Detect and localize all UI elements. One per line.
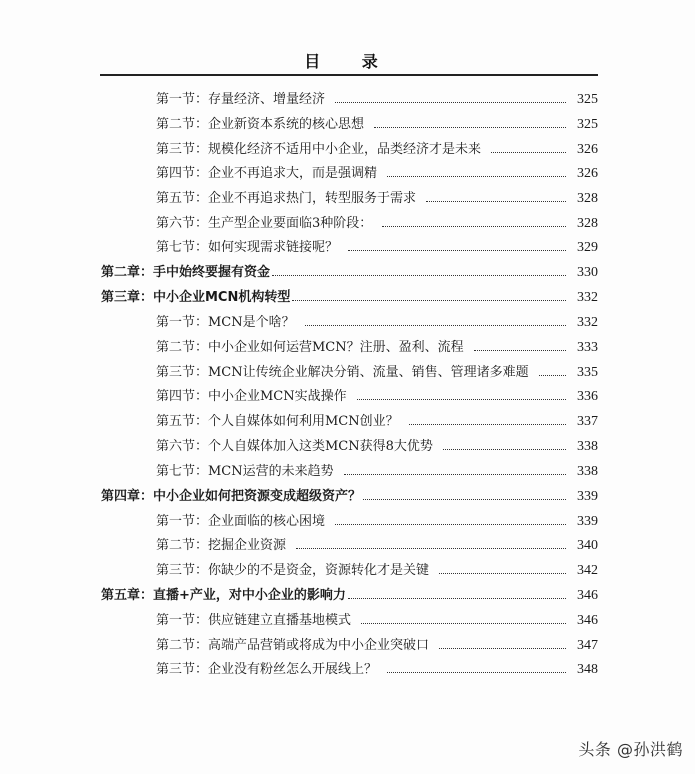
toc-entry-title: 第三节：规模化经济不适用中小企业，品类经济才是未来: [156, 142, 482, 157]
toc-entry-title: 第四节：企业不再追求大，而是强调精: [156, 166, 378, 181]
toc-entry-title: 第一节：供应链建立直播基地模式: [156, 613, 352, 628]
toc-entry-title: 第六节：生产型企业要面临3种阶段：: [156, 216, 373, 231]
dot-leader: [539, 362, 566, 384]
toc-page-number: 335: [577, 365, 598, 380]
toc-page-number: 340: [577, 538, 598, 553]
dot-leader: [357, 386, 566, 408]
toc-page-number: 339: [577, 514, 598, 529]
dot-leader: [387, 163, 566, 185]
toc-section-entry: [156, 610, 598, 632]
toc-chapter-entry: [101, 486, 598, 508]
toc-entry-title: 第四节：中小企业MCN实战操作: [156, 389, 347, 404]
toc-page-number: 332: [577, 290, 598, 305]
toc-section-entry: [156, 560, 598, 582]
dot-leader: [292, 287, 566, 309]
toc-section-entry: [156, 436, 598, 458]
dot-leader: [305, 312, 566, 334]
toc-section-entry: [156, 213, 598, 235]
dot-leader: [348, 585, 566, 607]
toc-page-number: 332: [577, 315, 598, 330]
toc-entry-title: 第三章：中小企业MCN机构转型: [101, 290, 291, 305]
toc-entry-title: 第二章：手中始终要握有资金: [101, 265, 271, 280]
dot-leader: [361, 610, 566, 632]
dot-leader: [335, 89, 566, 111]
toc-page-number: 328: [577, 191, 598, 206]
toc-page-number: 326: [577, 166, 598, 181]
toc-entry-title: 第六节：个人自媒体加入这类MCN获得8大优势: [156, 439, 433, 454]
dot-leader: [443, 436, 566, 458]
toc-page-number: 329: [577, 240, 598, 255]
dot-leader: [439, 635, 566, 657]
toc-entry-title: 第三节：MCN让传统企业解决分销、流量、销售、管理诸多难题: [156, 365, 529, 380]
toc-page-number: 328: [577, 216, 598, 231]
toc-page-number: 338: [577, 439, 598, 454]
toc-entry-title: 第五章：直播+产业，对中小企业的影响力: [101, 588, 346, 603]
toc-section-entry: [156, 188, 598, 210]
toc-chapter-entry: [101, 585, 598, 607]
toc-section-entry: [156, 89, 598, 111]
toc-page-number: 347: [577, 638, 598, 653]
toc-page-number: 336: [577, 389, 598, 404]
toc-chapter-entry: [101, 262, 598, 284]
dot-leader: [348, 237, 566, 259]
toc-page-number: 325: [577, 117, 598, 132]
toc-entry-title: 第二节：企业新资本系统的核心思想: [156, 117, 365, 132]
toc-page-number: 325: [577, 92, 598, 107]
toc-entry-title: 第一节：存量经济、增量经济: [156, 92, 326, 107]
toc-entry-title: 第七节：如何实现需求链接呢？: [156, 240, 339, 255]
toc-section-entry: [156, 635, 598, 657]
page-title: 目 录: [304, 52, 396, 71]
dot-leader: [474, 337, 566, 359]
dot-leader: [296, 535, 566, 557]
dot-leader: [426, 188, 566, 210]
toc-section-entry: [156, 139, 598, 161]
watermark: 头条 @孙洪鹤: [578, 740, 683, 759]
toc-entry-title: 第七节：MCN运营的未来趋势: [156, 464, 334, 479]
toc-section-entry: [156, 237, 598, 259]
toc-page-number: 326: [577, 142, 598, 157]
title-divider: [100, 74, 598, 76]
dot-leader: [344, 461, 566, 483]
toc-page-number: 348: [577, 662, 598, 677]
toc-page-number: 333: [577, 340, 598, 355]
toc-section-entry: [156, 114, 598, 136]
toc-section-entry: [156, 461, 598, 483]
toc-section-entry: [156, 511, 598, 533]
toc-entry-title: 第一节：企业面临的核心困境: [156, 514, 326, 529]
toc-chapter-entry: [101, 287, 598, 309]
toc-entry-title: 第二节：挖掘企业资源: [156, 538, 287, 553]
toc-page-number: 346: [577, 588, 598, 603]
toc-entry-title: 第五节：企业不再追求热门，转型服务于需求: [156, 191, 417, 206]
dot-leader: [409, 411, 566, 433]
toc-section-entry: [156, 411, 598, 433]
dot-leader: [335, 511, 566, 533]
toc-entry-title: 第一节：MCN是个啥？: [156, 315, 295, 330]
toc-section-entry: [156, 659, 598, 681]
toc-page-number: 339: [577, 489, 598, 504]
toc-page-number: 330: [577, 265, 598, 280]
toc-section-entry: [156, 163, 598, 185]
dot-leader: [439, 560, 566, 582]
dot-leader: [363, 486, 566, 508]
dot-leader: [491, 139, 566, 161]
dot-leader: [382, 213, 566, 235]
toc-page-number: 346: [577, 613, 598, 628]
toc-page-number: 337: [577, 414, 598, 429]
toc-section-entry: [156, 362, 598, 384]
toc-page-number: 342: [577, 563, 598, 578]
toc-entry-title: 第二节：高端产品营销或将成为中小企业突破口: [156, 638, 430, 653]
toc-section-entry: [156, 312, 598, 334]
toc-section-entry: [156, 386, 598, 408]
toc-entry-title: 第五节：个人自媒体如何利用MCN创业？: [156, 414, 399, 429]
toc-section-entry: [156, 535, 598, 557]
toc-page-number: 338: [577, 464, 598, 479]
dot-leader: [387, 659, 566, 681]
toc-entry-title: 第三节：你缺少的不是资金，资源转化才是关键: [156, 563, 430, 578]
dot-leader: [272, 262, 566, 284]
toc-entry-title: 第二节：中小企业如何运营MCN？注册、盈利、流程: [156, 340, 464, 355]
toc-section-entry: [156, 337, 598, 359]
toc-entry-title: 第三节：企业没有粉丝怎么开展线上？: [156, 662, 378, 677]
toc-entry-title: 第四章：中小企业如何把资源变成超级资产？: [101, 489, 362, 504]
dot-leader: [374, 114, 566, 136]
